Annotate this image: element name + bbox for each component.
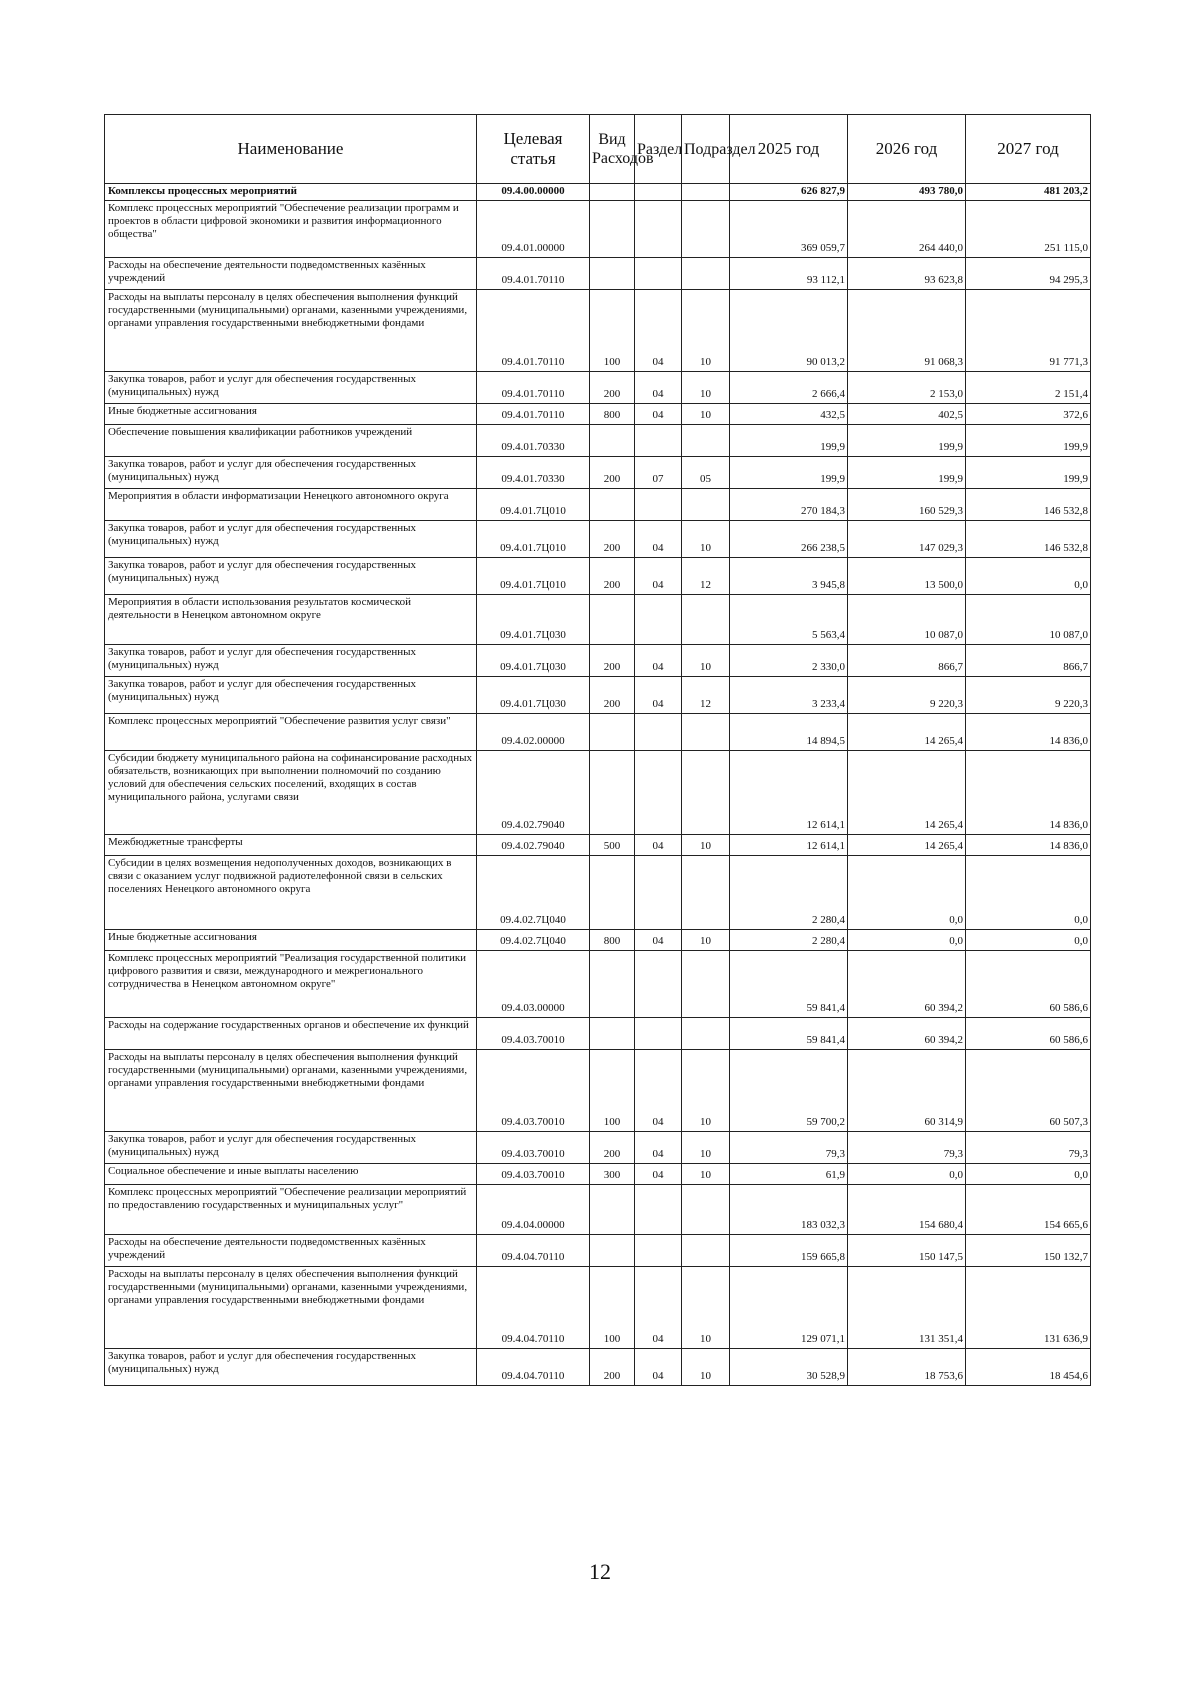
cell-2026: 147 029,3 [848, 521, 966, 558]
cell-razdel [635, 201, 682, 258]
cell-razdel: 04 [635, 558, 682, 595]
cell-2025: 12 614,1 [730, 835, 848, 856]
cell-target: 09.4.02.79040 [477, 751, 590, 835]
cell-2026: 199,9 [848, 457, 966, 489]
table-row [105, 835, 1091, 856]
cell-vid: 200 [590, 1132, 635, 1164]
cell-2026: 60 394,2 [848, 951, 966, 1018]
table-row [105, 951, 1091, 1018]
cell-2026: 91 068,3 [848, 290, 966, 372]
table-row [105, 930, 1091, 951]
cell-razdel [635, 258, 682, 290]
cell-2025: 369 059,7 [730, 201, 848, 258]
cell-podrazdel [682, 258, 730, 290]
cell-2027: 0,0 [966, 856, 1091, 930]
table-row [105, 258, 1091, 290]
cell-2027: 0,0 [966, 558, 1091, 595]
col-header-target: Целевая статья [477, 115, 590, 184]
cell-2027: 131 636,9 [966, 1267, 1091, 1349]
cell-vid: 300 [590, 1164, 635, 1185]
table-row [105, 1185, 1091, 1235]
cell-razdel [635, 1185, 682, 1235]
cell-2027: 18 454,6 [966, 1349, 1091, 1386]
table-row [105, 404, 1091, 425]
cell-2026: 154 680,4 [848, 1185, 966, 1235]
cell-target: 09.4.04.70110 [477, 1349, 590, 1386]
cell-podrazdel [682, 1235, 730, 1267]
cell-2025: 59 700,2 [730, 1050, 848, 1132]
cell-target: 09.4.00.00000 [477, 184, 590, 201]
cell-2027: 146 532,8 [966, 521, 1091, 558]
cell-razdel: 04 [635, 1050, 682, 1132]
cell-vid [590, 425, 635, 457]
cell-name: Комплекс процессных мероприятий "Обеспечение реализации мероприятий по предоставлению государственных и муниципальных услуг" [105, 1185, 477, 1235]
cell-2025: 59 841,4 [730, 1018, 848, 1050]
cell-podrazdel: 10 [682, 645, 730, 677]
cell-name: Расходы на обеспечение деятельности подведомственных казённых учреждений [105, 258, 477, 290]
cell-target: 09.4.02.00000 [477, 714, 590, 751]
cell-razdel [635, 184, 682, 201]
cell-vid [590, 951, 635, 1018]
cell-2025: 14 894,5 [730, 714, 848, 751]
cell-2025: 2 330,0 [730, 645, 848, 677]
cell-name: Субсидии бюджету муниципального района на софинансирование расходных обязательств, возникающих при выполнении полномочий по созданию условий для обеспечения сельских поселений, входящих в состав муниципального района, услугами связи [105, 751, 477, 835]
cell-razdel: 07 [635, 457, 682, 489]
budget-table [104, 114, 1091, 1386]
cell-podrazdel: 10 [682, 1349, 730, 1386]
cell-podrazdel [682, 489, 730, 521]
table-row [105, 489, 1091, 521]
cell-2027: 60 586,6 [966, 1018, 1091, 1050]
cell-2027: 94 295,3 [966, 258, 1091, 290]
cell-2026: 60 394,2 [848, 1018, 966, 1050]
cell-2026: 14 265,4 [848, 751, 966, 835]
cell-vid: 200 [590, 372, 635, 404]
cell-podrazdel [682, 201, 730, 258]
cell-2026: 18 753,6 [848, 1349, 966, 1386]
cell-2027: 60 507,3 [966, 1050, 1091, 1132]
cell-2027: 199,9 [966, 425, 1091, 457]
cell-name: Закупка товаров, работ и услуг для обеспечения государственных (муниципальных) нужд [105, 1132, 477, 1164]
table-row [105, 457, 1091, 489]
cell-2027: 79,3 [966, 1132, 1091, 1164]
cell-vid [590, 184, 635, 201]
cell-2026: 13 500,0 [848, 558, 966, 595]
cell-vid [590, 1018, 635, 1050]
cell-target: 09.4.01.7Ц010 [477, 558, 590, 595]
table-row [105, 184, 1091, 201]
cell-vid [590, 1235, 635, 1267]
cell-name: Расходы на содержание государственных органов и обеспечение их функций [105, 1018, 477, 1050]
cell-podrazdel: 10 [682, 835, 730, 856]
table-row [105, 751, 1091, 835]
cell-razdel: 04 [635, 1267, 682, 1349]
cell-name: Закупка товаров, работ и услуг для обеспечения государственных (муниципальных) нужд [105, 645, 477, 677]
cell-podrazdel: 05 [682, 457, 730, 489]
cell-razdel: 04 [635, 677, 682, 714]
col-header-2025: 2025 год [730, 115, 848, 184]
cell-2025: 183 032,3 [730, 1185, 848, 1235]
cell-2026: 60 314,9 [848, 1050, 966, 1132]
cell-name: Закупка товаров, работ и услуг для обеспечения государственных (муниципальных) нужд [105, 457, 477, 489]
cell-2025: 5 563,4 [730, 595, 848, 645]
cell-2025: 90 013,2 [730, 290, 848, 372]
cell-target: 09.4.04.70110 [477, 1235, 590, 1267]
cell-name: Мероприятия в области использования результатов космической деятельности в Ненецком автономном округе [105, 595, 477, 645]
cell-2027: 0,0 [966, 930, 1091, 951]
cell-name: Расходы на выплаты персоналу в целях обеспечения выполнения функций государственными (муниципальными) органами, казенными учреждениями, органами управления государственными внебюджетными фондами [105, 1267, 477, 1349]
cell-2025: 79,3 [730, 1132, 848, 1164]
col-header-razdel: Раздел [635, 115, 682, 184]
table-row [105, 1349, 1091, 1386]
table-row [105, 1235, 1091, 1267]
cell-2025: 199,9 [730, 457, 848, 489]
cell-target: 09.4.03.70010 [477, 1018, 590, 1050]
cell-vid [590, 595, 635, 645]
cell-2027: 14 836,0 [966, 751, 1091, 835]
cell-podrazdel [682, 425, 730, 457]
cell-2027: 154 665,6 [966, 1185, 1091, 1235]
cell-2027: 0,0 [966, 1164, 1091, 1185]
cell-razdel [635, 1235, 682, 1267]
cell-razdel [635, 714, 682, 751]
table-row [105, 677, 1091, 714]
cell-2027: 481 203,2 [966, 184, 1091, 201]
cell-2027: 60 586,6 [966, 951, 1091, 1018]
cell-podrazdel [682, 1185, 730, 1235]
cell-target: 09.4.03.00000 [477, 951, 590, 1018]
cell-vid [590, 751, 635, 835]
cell-name: Иные бюджетные ассигнования [105, 404, 477, 425]
cell-podrazdel [682, 856, 730, 930]
cell-razdel [635, 595, 682, 645]
cell-2027: 14 836,0 [966, 714, 1091, 751]
cell-name: Закупка товаров, работ и услуг для обеспечения государственных (муниципальных) нужд [105, 1349, 477, 1386]
cell-razdel [635, 425, 682, 457]
cell-2025: 61,9 [730, 1164, 848, 1185]
table-row [105, 1164, 1091, 1185]
cell-name: Иные бюджетные ассигнования [105, 930, 477, 951]
cell-podrazdel: 10 [682, 1164, 730, 1185]
cell-name: Закупка товаров, работ и услуг для обеспечения государственных (муниципальных) нужд [105, 521, 477, 558]
col-header-vid: Вид Расходов [590, 115, 635, 184]
cell-name: Социальное обеспечение и иные выплаты населению [105, 1164, 477, 1185]
cell-2026: 0,0 [848, 856, 966, 930]
cell-razdel [635, 856, 682, 930]
cell-target: 09.4.02.79040 [477, 835, 590, 856]
table-header-row [105, 115, 1091, 184]
cell-name: Обеспечение повышения квалификации работников учреждений [105, 425, 477, 457]
cell-2025: 2 666,4 [730, 372, 848, 404]
cell-2025: 2 280,4 [730, 856, 848, 930]
cell-razdel [635, 951, 682, 1018]
cell-2027: 2 151,4 [966, 372, 1091, 404]
col-header-2026: 2026 год [848, 115, 966, 184]
cell-2027: 199,9 [966, 457, 1091, 489]
cell-2026: 402,5 [848, 404, 966, 425]
cell-vid: 800 [590, 404, 635, 425]
cell-2026: 131 351,4 [848, 1267, 966, 1349]
cell-razdel: 04 [635, 521, 682, 558]
cell-2027: 14 836,0 [966, 835, 1091, 856]
cell-podrazdel: 12 [682, 558, 730, 595]
cell-target: 09.4.02.7Ц040 [477, 930, 590, 951]
cell-target: 09.4.02.7Ц040 [477, 856, 590, 930]
cell-2026: 493 780,0 [848, 184, 966, 201]
table-row [105, 1018, 1091, 1050]
cell-name: Комплексы процессных мероприятий [105, 184, 477, 201]
cell-vid: 200 [590, 558, 635, 595]
col-header-podrazdel: Подраздел [682, 115, 730, 184]
cell-2025: 266 238,5 [730, 521, 848, 558]
col-header-2027: 2027 год [966, 115, 1091, 184]
cell-podrazdel [682, 595, 730, 645]
cell-vid: 100 [590, 290, 635, 372]
cell-vid: 100 [590, 1050, 635, 1132]
cell-name: Закупка товаров, работ и услуг для обеспечения государственных (муниципальных) нужд [105, 677, 477, 714]
cell-target: 09.4.01.7Ц030 [477, 595, 590, 645]
cell-2025: 3 233,4 [730, 677, 848, 714]
cell-target: 09.4.04.70110 [477, 1267, 590, 1349]
cell-2026: 9 220,3 [848, 677, 966, 714]
cell-vid: 100 [590, 1267, 635, 1349]
cell-podrazdel [682, 751, 730, 835]
cell-2025: 270 184,3 [730, 489, 848, 521]
cell-vid: 200 [590, 645, 635, 677]
cell-2025: 12 614,1 [730, 751, 848, 835]
cell-2026: 14 265,4 [848, 714, 966, 751]
cell-2027: 91 771,3 [966, 290, 1091, 372]
cell-razdel: 04 [635, 930, 682, 951]
cell-2027: 10 087,0 [966, 595, 1091, 645]
cell-razdel: 04 [635, 372, 682, 404]
cell-name: Закупка товаров, работ и услуг для обеспечения государственных (муниципальных) нужд [105, 558, 477, 595]
cell-podrazdel: 10 [682, 1267, 730, 1349]
cell-vid [590, 201, 635, 258]
cell-target: 09.4.01.70330 [477, 457, 590, 489]
cell-target: 09.4.01.70110 [477, 372, 590, 404]
cell-2026: 866,7 [848, 645, 966, 677]
cell-target: 09.4.01.70110 [477, 258, 590, 290]
cell-target: 09.4.04.00000 [477, 1185, 590, 1235]
cell-name: Расходы на обеспечение деятельности подведомственных казённых учреждений [105, 1235, 477, 1267]
cell-podrazdel [682, 184, 730, 201]
cell-razdel [635, 751, 682, 835]
cell-2025: 93 112,1 [730, 258, 848, 290]
table-row [105, 290, 1091, 372]
cell-target: 09.4.01.7Ц030 [477, 677, 590, 714]
cell-2026: 0,0 [848, 1164, 966, 1185]
cell-2026: 14 265,4 [848, 835, 966, 856]
cell-podrazdel: 10 [682, 521, 730, 558]
cell-name: Комплекс процессных мероприятий "Обеспечение развития услуг связи" [105, 714, 477, 751]
cell-2027: 146 532,8 [966, 489, 1091, 521]
cell-2026: 0,0 [848, 930, 966, 951]
cell-name: Расходы на выплаты персоналу в целях обеспечения выполнения функций государственными (муниципальными) органами, казенными учреждениями, органами управления государственными внебюджетными фондами [105, 290, 477, 372]
cell-target: 09.4.01.7Ц010 [477, 521, 590, 558]
cell-2027: 372,6 [966, 404, 1091, 425]
table-row [105, 1132, 1091, 1164]
table-row [105, 1267, 1091, 1349]
cell-podrazdel: 10 [682, 930, 730, 951]
table-row [105, 558, 1091, 595]
cell-podrazdel: 10 [682, 290, 730, 372]
cell-2025: 2 280,4 [730, 930, 848, 951]
cell-2025: 129 071,1 [730, 1267, 848, 1349]
cell-name: Межбюджетные трансферты [105, 835, 477, 856]
cell-podrazdel: 10 [682, 1050, 730, 1132]
cell-vid: 200 [590, 1349, 635, 1386]
table-row [105, 201, 1091, 258]
cell-name: Субсидии в целях возмещения недополученных доходов, возникающих в связи с оказанием услуг подвижной радиотелефонной связи в сельских поселениях Ненецкого автономного округа [105, 856, 477, 930]
cell-2026: 264 440,0 [848, 201, 966, 258]
cell-target: 09.4.01.70110 [477, 290, 590, 372]
cell-target: 09.4.03.70010 [477, 1050, 590, 1132]
cell-target: 09.4.01.7Ц010 [477, 489, 590, 521]
cell-vid [590, 714, 635, 751]
cell-2025: 59 841,4 [730, 951, 848, 1018]
col-header-name: Наименование [105, 115, 477, 184]
table-row [105, 1050, 1091, 1132]
cell-2025: 3 945,8 [730, 558, 848, 595]
cell-razdel: 04 [635, 290, 682, 372]
cell-vid [590, 856, 635, 930]
cell-target: 09.4.03.70010 [477, 1164, 590, 1185]
cell-target: 09.4.01.00000 [477, 201, 590, 258]
cell-razdel: 04 [635, 1132, 682, 1164]
table-row [105, 595, 1091, 645]
cell-podrazdel [682, 714, 730, 751]
cell-razdel: 04 [635, 404, 682, 425]
table-body [105, 184, 1091, 1386]
cell-name: Закупка товаров, работ и услуг для обеспечения государственных (муниципальных) нужд [105, 372, 477, 404]
cell-razdel [635, 1018, 682, 1050]
cell-2026: 10 087,0 [848, 595, 966, 645]
cell-vid: 200 [590, 521, 635, 558]
cell-2027: 866,7 [966, 645, 1091, 677]
cell-2026: 160 529,3 [848, 489, 966, 521]
table-row [105, 425, 1091, 457]
cell-name: Мероприятия в области информатизации Ненецкого автономного округа [105, 489, 477, 521]
cell-target: 09.4.01.7Ц030 [477, 645, 590, 677]
cell-razdel [635, 489, 682, 521]
table-row [105, 714, 1091, 751]
cell-2025: 30 528,9 [730, 1349, 848, 1386]
cell-2025: 159 665,8 [730, 1235, 848, 1267]
cell-2026: 150 147,5 [848, 1235, 966, 1267]
cell-name: Расходы на выплаты персоналу в целях обеспечения выполнения функций государственными (муниципальными) органами, казенными учреждениями, органами управления государственными внебюджетными фондами [105, 1050, 477, 1132]
cell-vid [590, 258, 635, 290]
page-number: 12 [589, 1559, 611, 1584]
cell-2025: 626 827,9 [730, 184, 848, 201]
cell-2026: 79,3 [848, 1132, 966, 1164]
cell-2026: 2 153,0 [848, 372, 966, 404]
cell-2026: 93 623,8 [848, 258, 966, 290]
table-row [105, 521, 1091, 558]
cell-razdel: 04 [635, 1349, 682, 1386]
cell-podrazdel: 10 [682, 1132, 730, 1164]
cell-name: Комплекс процессных мероприятий "Реализация государственной политики цифрового развития и связи, международного и межрегионального сотрудничества в Ненецком автономном округе" [105, 951, 477, 1018]
table-row [105, 856, 1091, 930]
cell-vid: 500 [590, 835, 635, 856]
cell-razdel: 04 [635, 835, 682, 856]
table-row [105, 645, 1091, 677]
cell-vid: 800 [590, 930, 635, 951]
cell-vid: 200 [590, 457, 635, 489]
cell-podrazdel: 12 [682, 677, 730, 714]
cell-razdel: 04 [635, 645, 682, 677]
cell-vid [590, 1185, 635, 1235]
cell-target: 09.4.01.70330 [477, 425, 590, 457]
cell-razdel: 04 [635, 1164, 682, 1185]
cell-name: Комплекс процессных мероприятий "Обеспечение реализации программ и проектов в области цифровой экономики и развития информационного общества" [105, 201, 477, 258]
cell-target: 09.4.03.70010 [477, 1132, 590, 1164]
table-row [105, 372, 1091, 404]
cell-2025: 432,5 [730, 404, 848, 425]
cell-podrazdel [682, 1018, 730, 1050]
cell-2026: 199,9 [848, 425, 966, 457]
cell-2027: 251 115,0 [966, 201, 1091, 258]
cell-2027: 150 132,7 [966, 1235, 1091, 1267]
cell-2025: 199,9 [730, 425, 848, 457]
cell-2027: 9 220,3 [966, 677, 1091, 714]
cell-podrazdel [682, 951, 730, 1018]
cell-vid: 200 [590, 677, 635, 714]
cell-podrazdel: 10 [682, 372, 730, 404]
cell-target: 09.4.01.70110 [477, 404, 590, 425]
cell-podrazdel: 10 [682, 404, 730, 425]
cell-vid [590, 489, 635, 521]
